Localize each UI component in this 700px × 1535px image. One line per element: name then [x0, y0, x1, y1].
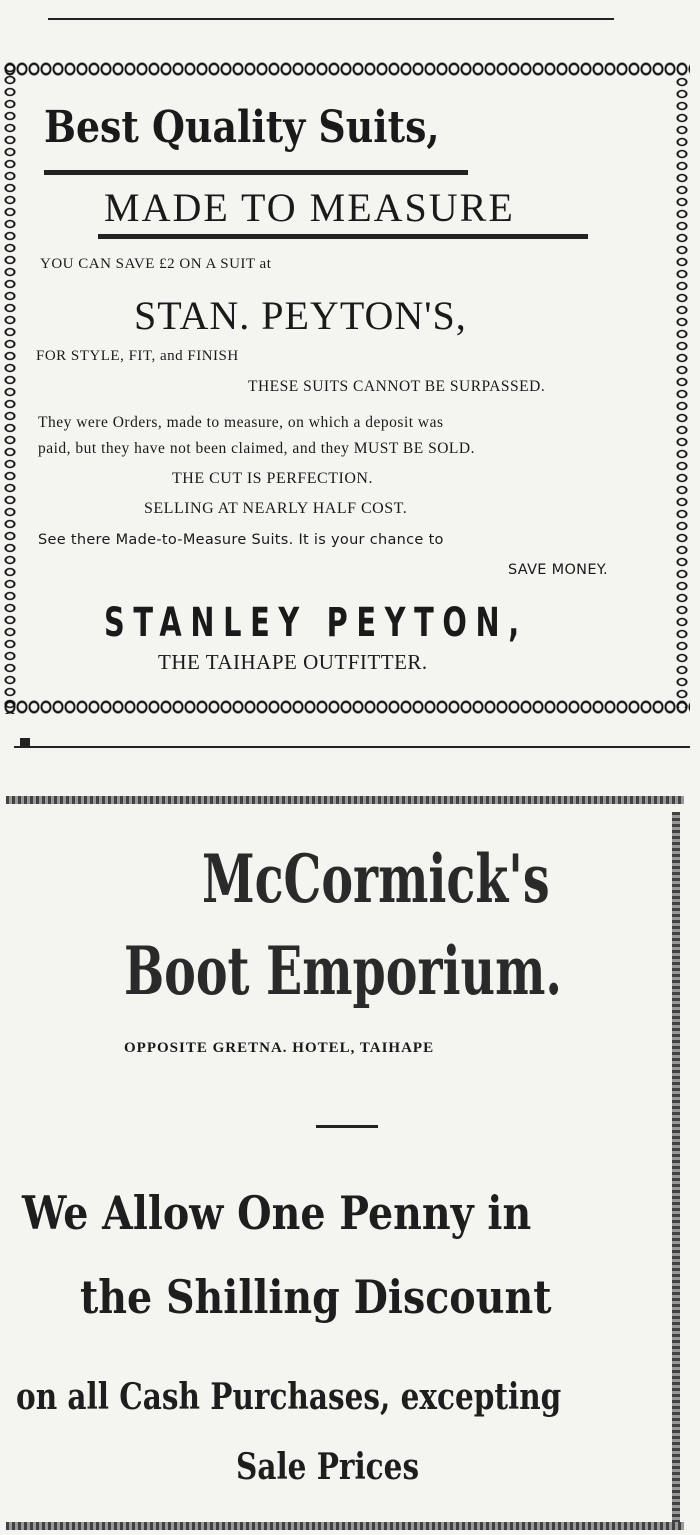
top-rule: [48, 18, 614, 20]
signature: STANLEY PEYTON,: [104, 600, 528, 646]
tagline: THE TAIHAPE OUTFITTER.: [158, 650, 428, 674]
offer-line-1: We Allow One Penny in: [22, 1186, 532, 1240]
offer-line-4: Sale Prices: [236, 1446, 420, 1488]
offer-line-3: on all Cash Purchases, excepting: [16, 1376, 562, 1418]
style-line: FOR STYLE, FIT, and FINISH: [36, 348, 239, 364]
store-name-line-2: Boot Emporium.: [124, 932, 562, 1010]
short-rule: [316, 1125, 378, 1128]
selling-line: SELLING AT NEARLY HALF COST.: [144, 500, 408, 517]
separator-mark: [20, 738, 30, 748]
border-bottom: [4, 700, 690, 714]
offer-line-2: the Shilling Discount: [80, 1270, 552, 1324]
save-money: SAVE MONEY.: [508, 562, 608, 578]
headline: Best Quality Suits,: [44, 102, 440, 153]
border-top: [4, 62, 690, 76]
see-line: See there Made-to-Measure Suits. It is your chance to: [38, 532, 444, 548]
border-left: [2, 62, 18, 714]
store-name: STAN. PEYTON'S,: [134, 293, 467, 338]
cut-line: THE CUT IS PERFECTION.: [172, 470, 373, 487]
subheadline: MADE TO MEASURE: [104, 185, 515, 230]
border-right: [674, 76, 690, 708]
border-right: [672, 812, 680, 1522]
section-separator: [14, 746, 690, 748]
orders-line-1: They were Orders, made to measure, on which a deposit was: [38, 414, 444, 431]
border-bottom: [6, 1522, 684, 1530]
surpassed-line: THESE SUITS CANNOT BE SURPASSED.: [248, 378, 546, 395]
orders-line-2: paid, but they have not been claimed, and they MUST BE SOLD.: [38, 440, 475, 457]
subheadline-underline: [98, 234, 588, 239]
headline-underline: [44, 170, 468, 175]
save-line: YOU CAN SAVE £2 ON A SUIT at: [40, 256, 272, 272]
store-name-line-1: McCormick's: [202, 840, 550, 918]
border-top: [6, 796, 684, 804]
address: OPPOSITE GRETNA. HOTEL, TAIHAPE: [124, 1040, 435, 1056]
